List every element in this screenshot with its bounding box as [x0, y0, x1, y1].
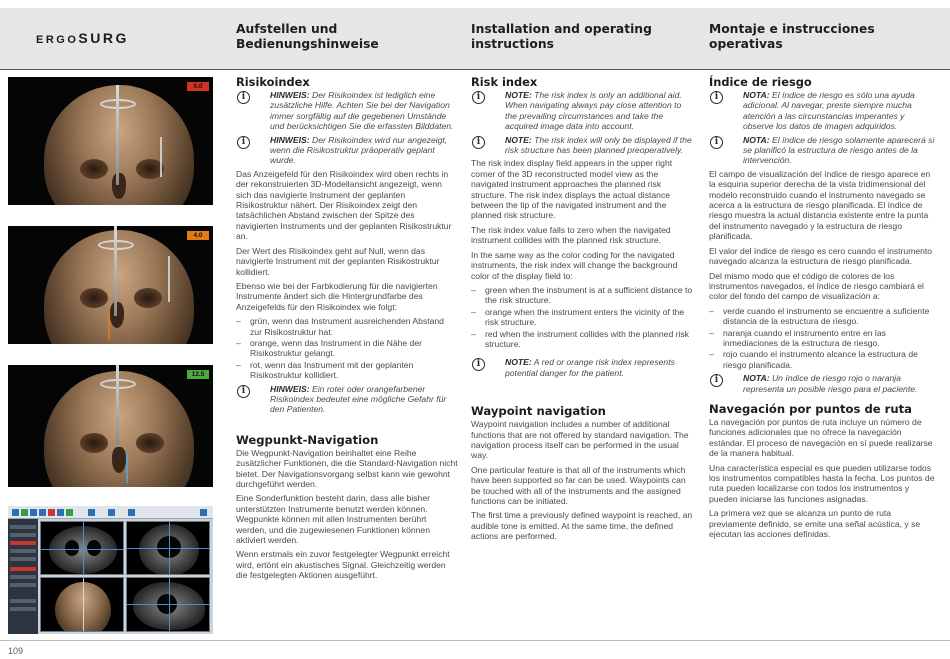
note: i HINWEIS: Der Risikoindex wird nur angezeigt, wenn die Risikostruktur präoperativ geplant wurde.: [236, 135, 458, 166]
info-icon: i: [472, 91, 485, 104]
ct-coronal-view: [126, 521, 210, 575]
paragraph: La navegación por puntos de ruta incluye un número de funciones adicionales que no ofrece la navegación estándar. El proceso de navegación en sí puede realizarse de la manera habitual.: [709, 416, 933, 459]
paragraph: The first time a previously defined waypoint is reached, an audible tone is emitted. At the same time, the defined actions are performed.: [471, 510, 693, 542]
paragraph: Der Wert des Risikoindex geht auf Null, wenn das navigierte Instrument mit der geplanten Risikostruktur kollidiert.: [236, 245, 440, 277]
paragraph: The risk index display field appears in the upper right corner of the 3D reconstructed model view as the navigated instrument approaches the planned risk structure. The risk index displays the actual distance between the tip of the navigated instrument and the planned risk structure.: [471, 158, 673, 221]
paragraph: In the same way as the color coding for the navigated instruments, the risk index will change the background color of the display field to:: [471, 249, 678, 281]
paragraph: Ebenso wie bei der Farbkodierung für die navigierten Instrumente ändert sich die Hintergrundfarbe des Anzeigefelds für den Risikoindex wie folgt:: [236, 280, 438, 312]
page-number: 109: [8, 646, 24, 656]
info-icon: i: [237, 385, 250, 398]
info-icon: i: [710, 136, 723, 149]
paragraph: Die Wegpunkt-Navigation beinhaltet eine Reihe zusätzlicher Funktionen, die die Standard-Navigation nicht bietet. Der Navigationsvorgang selbst kann wie gewohnt durchgeführt werden.: [236, 447, 458, 489]
note: i HINWEIS: Der Risikoindex ist lediglich eine zusätzliche Hilfe. Achten Sie bei der Navigation immer sorgfältig auf die gegebenen Umstände und berücksichtigen Sie die erfassten Bilddaten.: [236, 90, 458, 132]
risk-index-badge: 0.0: [187, 82, 209, 91]
list-item: – orange, wenn das Instrument in die Nähe der Risikostruktur gelangt.: [236, 338, 458, 359]
info-icon: i: [237, 136, 250, 149]
nav-sidebar: [8, 519, 38, 634]
info-icon: i: [237, 91, 250, 104]
note: i NOTA: El índice de riesgo solamente aparecerá si se planificó la estructura de riesgo antes de la intervención.: [709, 135, 935, 166]
info-icon: i: [472, 136, 485, 149]
3d-model-view: [40, 577, 124, 632]
list-item: – green when the instrument is at a sufficient distance to the risk structure.: [471, 285, 695, 306]
list-item: – red when the instrument collides with the planned risk structure.: [471, 329, 695, 350]
paragraph: Eine Sonderfunktion besteht darin, dass alle bisher unterstützten Instrumente benutzt werden können. Wegpunkte können mit allen Instrumenten berührt werden, und die zugewiesenen Funktionen können aktiviert werden.: [236, 493, 430, 546]
ct-axial-view: [40, 521, 124, 575]
header-title-en: Installation and operating instructions: [471, 22, 652, 51]
paragraph: Das Anzeigefeld für den Risikoindex wird oben rechts in der rekonstruierten 3D-Modellansicht angezeigt, wenn sich das navigierte Instrument der geplanten Risikostruktur nähert. Der Risikoindex zeigt den tatsächlichen Abstand zwischen der Spitze des navigierten Instruments und der geplanten Risikostruktur an.: [236, 168, 452, 242]
note: i NOTA: Un índice de riesgo rojo o naranja representa un posible riesgo para el paciente.: [709, 373, 935, 394]
paragraph: Una característica especial es que pueden utilizarse todos los instrumentos compatibles hasta la fecha. Los puntos de ruta pueden localizarse con todos los instrumentos y pueden iniciarse las funciones asignadas.: [709, 462, 935, 504]
color-list: [471, 285, 695, 349]
list-item: – naranja cuando el instrumento entre en las inmediaciones de la estructura de riesgo.: [709, 328, 935, 349]
note: i NOTE: The risk index will only be displayed if the risk structure has been planned preoperatively.: [471, 135, 695, 156]
paragraph: El campo de visualización del índice de riesgo aparece en la esquina superior derecha de la vista tridimensional del modelo reconstruido cuando el instrumento navegado se acerca a la estructura de riesgo planificada. El índice de riesgo muestra la actual distancia existente entre la punta del instrumento navegado y la estructura de riesgo planificada.: [709, 168, 931, 242]
paragraph: Waypoint navigation includes a number of additional functions that are not offered by standard navigation. The navigation process itself can be performed in the usual way.: [471, 419, 689, 461]
info-icon: i: [710, 374, 723, 387]
paragraph: One particular feature is that all of the instruments which have been supported so far can be used. Waypoints can be touched with all of the instruments and the assigned functions can be initiated.: [471, 464, 686, 506]
footer-divider: [0, 640, 950, 641]
paragraph: La primera vez que se alcanza un punto de ruta previamente definido, se emite una señal acústica, y se ejecutan las acciones definidas.: [709, 508, 921, 540]
nav-toolbar: [8, 506, 213, 519]
header-title-es: Montaje e instrucciones operativas: [709, 22, 875, 51]
info-icon: i: [472, 358, 485, 371]
column-es: [709, 75, 935, 543]
list-item: – rojo cuando el instrumento alcance la estructura de riesgo planificada.: [709, 349, 935, 370]
section-title-risk-index: Risikoindex: [236, 75, 310, 89]
note: i NOTA: El índice de riesgo es sólo una ayuda adicional. Al navegar, preste siempre mucha atención a las circunstancias imperantes y observe los datos de imagen adquiridos.: [709, 90, 935, 132]
section-title-waypoint-navigation: Navegación por puntos de ruta: [709, 401, 912, 416]
risk-index-badge: 12.5: [187, 370, 209, 379]
section-title-risk-index: Índice de riesgo: [709, 75, 812, 89]
ergosurg-logo: ERGOSURG: [36, 30, 129, 46]
list-item: – grün, wenn das Instrument ausreichenden Abstand zur Risikostruktur hat.: [236, 316, 458, 337]
color-list: [236, 316, 458, 380]
ct-sagittal-view: [126, 577, 210, 632]
paragraph: Wenn erstmals ein zuvor festgelegter Wegpunkt erreicht wird, ertönt ein akustisches Signal. Gleichzeitig werden die festgelegten Aktionen ausgeführt.: [236, 549, 450, 581]
list-item: – verde cuando el instrumento se encuentre a suficiente distancia de la estructura de riesgo.: [709, 306, 935, 327]
info-icon: i: [710, 91, 723, 104]
header-divider: [0, 69, 950, 70]
list-item: – rot, wenn das Instrument mit der geplanten Risikostruktur kollidiert.: [236, 360, 458, 381]
note: i NOTE: A red or orange risk index represents potential danger for the patient.: [471, 357, 695, 378]
paragraph: El valor del índice de riesgo es cero cuando el instrumento navegado alcanza la estructura de riesgo planificada.: [709, 245, 933, 267]
column-de: [236, 75, 458, 585]
note: i HINWEIS: Ein roter oder orangefarbener Risikoindex bedeutet eine mögliche Gefahr für den Patienten.: [236, 384, 458, 415]
color-list: [709, 306, 935, 370]
risk-index-badge: 4.0: [187, 231, 209, 240]
header-title-de: Aufstellen und Bedienungshinweise: [236, 22, 379, 51]
waypoint-navigation-screenshot: [8, 506, 213, 634]
section-title-waypoint-navigation: Waypoint navigation: [471, 404, 606, 419]
risk-index-image-orange: [8, 226, 213, 344]
column-en: [471, 75, 695, 546]
paragraph: Del mismo modo que el código de colores de los instrumentos navegados, el índice de riesgo cambiará el color del fondo del campo de visualización a:: [709, 270, 924, 302]
paragraph: The risk index value falls to zero when the navigated instrument collides with the planned risk structure.: [471, 224, 671, 246]
note: i NOTE: The risk index is only an additional aid. When navigating always pay close attention to the prevailing circumstances and take the acquired image data into account.: [471, 90, 695, 132]
risk-index-image-green: [8, 365, 213, 487]
list-item: – orange when the instrument enters the vicinity of the risk structure.: [471, 307, 695, 328]
risk-index-image-red: [8, 77, 213, 205]
section-title-waypoint-navigation: Wegpunkt-Navigation: [236, 432, 379, 447]
section-title-risk-index: Risk index: [471, 75, 538, 89]
